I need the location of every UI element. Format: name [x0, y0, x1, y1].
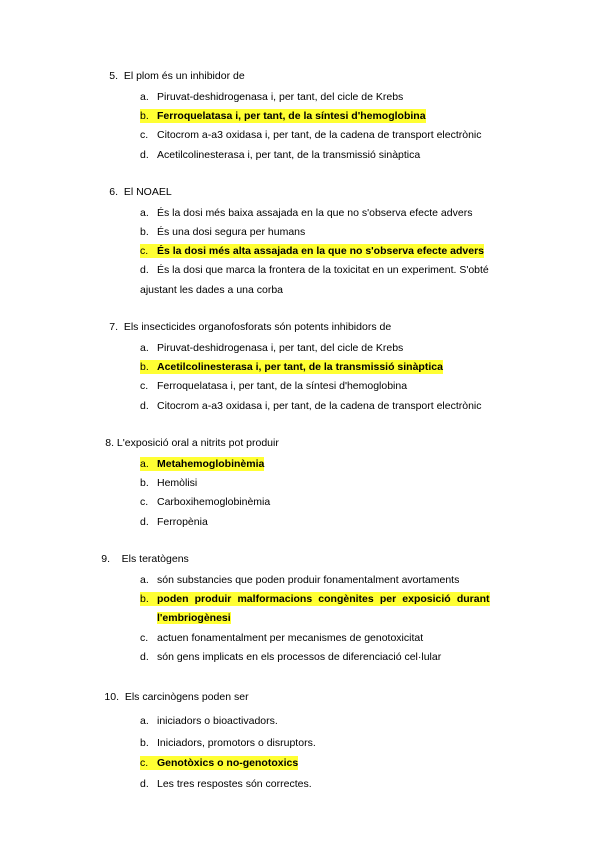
option-6d-continuation: ajustant les dades a una corba: [140, 284, 284, 296]
question-text: 7. Els insecticides organofosforats són potents inhibidors de: [109, 321, 392, 333]
question-text: 9. Els teratògens: [101, 553, 189, 565]
question-text: 10. Els carcinògens poden ser: [104, 691, 249, 703]
question-text: 5. El plom és un inhibidor de: [109, 70, 245, 82]
question-text: 6. El NOAEL: [109, 186, 172, 198]
question-text: 8. L'exposició oral a nitrits pot produir: [105, 437, 279, 449]
document-page: 5. El plom és un inhibidor de a. Piruvat-deshidrogenasa i, per tant, del cicle de Krebs b. Ferroquelatasa i, per tant, de la síntesi d'hemoglobina c. Citocrom a-a3 oxidasa i, per tant, de la cadena de transport electrònic d. Acetilcolinesterasa i, per tant, de la transmissió sinàptica 6. El NOAEL a. És la dosi més baixa assajada en la que no s'observa efecte advers b. És una dosi segura per humans c. És la dosi més alta assajada en la que no s'observa efecte advers d. És la dosi que marca la frontera de la toxicitat en un experiment. S'obté ajustant les dades a una corba 7. Els insecticides organofosforats són potents inhibidors de a. Piruvat-deshidrogenasa i, per tant, del cicle de Krebs b. Acetilcolinesterasa i, per tant, de la transmissió sinàptica c. Ferroquelatasa i, per tant, de la síntesi d'hemoglobina d. Citocrom a-a3 oxidasa i, per tant, de la cadena de transport electrònic 8. L'exposició oral a nitrits pot produir a. Metahemoglobinèmia b. Hemòlisi c. Carboxihemoglobinèmia d. Ferropènia 9. Els teratògens a. són substancies que poden produir fonamentalment avortaments b. poden produir malformacions congènites per exposició durant l'embriogènesi c. actuen fonamentalment per mecanismes de genotoxicitat d. són gens implicats en els processos de diferenciació cel·lular 10. Els carcinògens poden ser a. iniciadors o bioactivadors. b. Iniciadors, promotors o disruptors. c. Genotòxics o no-genotoxics d. Les tres respostes són correctes.: [101, 70, 490, 790]
option-9b-continuation: l'embriogènesi: [157, 612, 231, 624]
